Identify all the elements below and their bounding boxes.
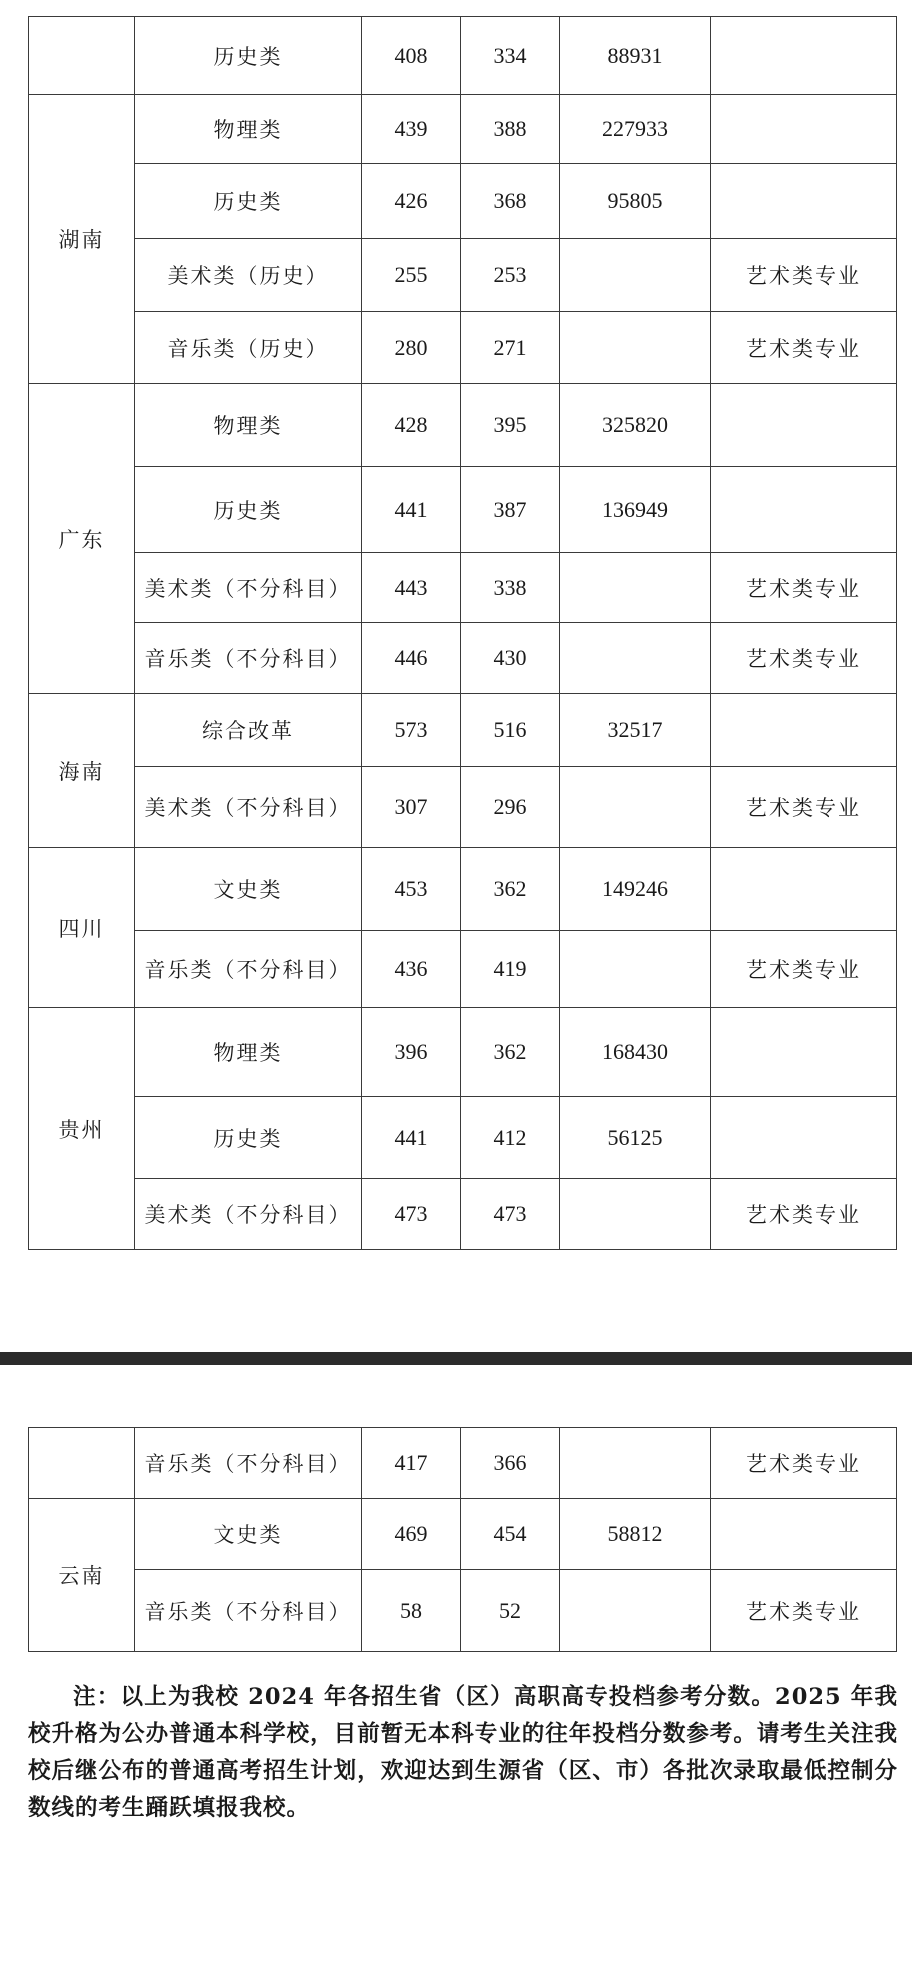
score-cell: 395 (461, 384, 560, 467)
rank-cell: 325820 (560, 384, 711, 467)
score-cell: 296 (461, 767, 560, 848)
remark-cell (711, 95, 897, 164)
table-row (29, 1097, 897, 1179)
score-cell: 280 (362, 312, 461, 384)
rank-cell: 136949 (560, 467, 711, 553)
score-cell: 253 (461, 239, 560, 312)
table-row (29, 239, 897, 312)
score-cell: 419 (461, 931, 560, 1008)
table-row (29, 1428, 897, 1499)
remark-cell (711, 1097, 897, 1179)
admission-score-table-top (28, 16, 897, 1250)
region-cell: 四川 (29, 848, 135, 1008)
score-cell: 441 (362, 467, 461, 553)
remark-cell (711, 384, 897, 467)
rank-cell (560, 239, 711, 312)
table-row (29, 694, 897, 767)
score-cell: 441 (362, 1097, 461, 1179)
rank-cell: 95805 (560, 164, 711, 239)
score-cell: 412 (461, 1097, 560, 1179)
category-cell: 物理类 (135, 95, 362, 164)
table-row (29, 1499, 897, 1570)
rank-cell (560, 1570, 711, 1652)
region-cell (29, 1428, 135, 1499)
footnote-paragraph: 注：以上为我校 2024 年各招生省（区）高职高专投档参考分数。2025 年我校升格为公办普通本科学校，目前暂无本科专业的往年投档分数参考。请考生关注我校后继公布的普通高考招生计划，欢迎达到生源省（区、市）各批次录取最低控制分数线的考生踊跃填报我校。 (28, 1683, 898, 1821)
document-page-bottom (0, 1365, 912, 1970)
score-cell: 417 (362, 1428, 461, 1499)
region-cell: 云南 (29, 1499, 135, 1652)
score-cell: 396 (362, 1008, 461, 1097)
rank-cell (560, 931, 711, 1008)
category-cell: 美术类（历史） (135, 239, 362, 312)
table-row (29, 767, 897, 848)
score-cell: 426 (362, 164, 461, 239)
score-cell: 362 (461, 1008, 560, 1097)
score-cell: 469 (362, 1499, 461, 1570)
score-cell: 366 (461, 1428, 560, 1499)
remark-cell (711, 467, 897, 553)
score-cell: 255 (362, 239, 461, 312)
category-cell: 音乐类（不分科目） (135, 623, 362, 694)
remark-cell: 艺术类专业 (711, 931, 897, 1008)
rank-cell (560, 767, 711, 848)
score-cell: 388 (461, 95, 560, 164)
category-cell: 文史类 (135, 848, 362, 931)
table-row (29, 164, 897, 239)
category-cell: 历史类 (135, 467, 362, 553)
rank-cell: 32517 (560, 694, 711, 767)
table-row (29, 1179, 897, 1250)
score-cell: 473 (362, 1179, 461, 1250)
rank-cell (560, 553, 711, 623)
category-cell: 美术类（不分科目） (135, 1179, 362, 1250)
score-cell: 368 (461, 164, 560, 239)
score-cell: 408 (362, 17, 461, 95)
rank-cell: 227933 (560, 95, 711, 164)
region-cell: 贵州 (29, 1008, 135, 1250)
table-row (29, 1008, 897, 1097)
remark-cell: 艺术类专业 (711, 553, 897, 623)
score-cell: 443 (362, 553, 461, 623)
rank-cell: 149246 (560, 848, 711, 931)
table-row (29, 95, 897, 164)
remark-cell: 艺术类专业 (711, 767, 897, 848)
rank-cell (560, 623, 711, 694)
category-cell: 物理类 (135, 384, 362, 467)
score-cell: 453 (362, 848, 461, 931)
region-cell: 广东 (29, 384, 135, 694)
region-cell: 湖南 (29, 95, 135, 384)
remark-cell (711, 1499, 897, 1570)
category-cell: 历史类 (135, 17, 362, 95)
score-cell: 271 (461, 312, 560, 384)
category-cell: 物理类 (135, 1008, 362, 1097)
remark-cell (711, 164, 897, 239)
table-row (29, 848, 897, 931)
category-cell: 音乐类（不分科目） (135, 1428, 362, 1499)
rank-cell (560, 312, 711, 384)
category-cell: 历史类 (135, 164, 362, 239)
admission-score-table-bottom (28, 1427, 897, 1652)
score-cell: 573 (362, 694, 461, 767)
remark-cell: 艺术类专业 (711, 623, 897, 694)
rank-cell: 56125 (560, 1097, 711, 1179)
category-cell: 音乐类（不分科目） (135, 1570, 362, 1652)
remark-cell: 艺术类专业 (711, 1428, 897, 1499)
page-divider (0, 1352, 912, 1365)
score-cell: 516 (461, 694, 560, 767)
score-cell: 439 (362, 95, 461, 164)
score-cell: 338 (461, 553, 560, 623)
remark-cell (711, 694, 897, 767)
score-cell: 58 (362, 1570, 461, 1652)
remark-cell (711, 848, 897, 931)
category-cell: 美术类（不分科目） (135, 767, 362, 848)
rank-cell: 58812 (560, 1499, 711, 1570)
table-row (29, 553, 897, 623)
table-row (29, 17, 897, 95)
category-cell: 综合改革 (135, 694, 362, 767)
score-cell: 52 (461, 1570, 560, 1652)
score-cell: 362 (461, 848, 560, 931)
remark-cell: 艺术类专业 (711, 312, 897, 384)
category-cell: 文史类 (135, 1499, 362, 1570)
region-cell: 海南 (29, 694, 135, 848)
remark-cell: 艺术类专业 (711, 1179, 897, 1250)
rank-cell: 168430 (560, 1008, 711, 1097)
remark-cell (711, 17, 897, 95)
category-cell: 美术类（不分科目） (135, 553, 362, 623)
remark-cell: 艺术类专业 (711, 239, 897, 312)
region-cell (29, 17, 135, 95)
score-cell: 436 (362, 931, 461, 1008)
category-cell: 音乐类（不分科目） (135, 931, 362, 1008)
table-row (29, 623, 897, 694)
rank-cell (560, 1179, 711, 1250)
score-cell: 334 (461, 17, 560, 95)
table-row (29, 384, 897, 467)
score-cell: 446 (362, 623, 461, 694)
table-row (29, 467, 897, 553)
rank-cell (560, 1428, 711, 1499)
remark-cell: 艺术类专业 (711, 1570, 897, 1652)
remark-cell (711, 1008, 897, 1097)
table-row (29, 312, 897, 384)
score-cell: 430 (461, 623, 560, 694)
score-cell: 307 (362, 767, 461, 848)
category-cell: 历史类 (135, 1097, 362, 1179)
rank-cell: 88931 (560, 17, 711, 95)
score-cell: 387 (461, 467, 560, 553)
score-cell: 473 (461, 1179, 560, 1250)
score-cell: 454 (461, 1499, 560, 1570)
category-cell: 音乐类（历史） (135, 312, 362, 384)
score-cell: 428 (362, 384, 461, 467)
table-row (29, 931, 897, 1008)
table-row (29, 1570, 897, 1652)
